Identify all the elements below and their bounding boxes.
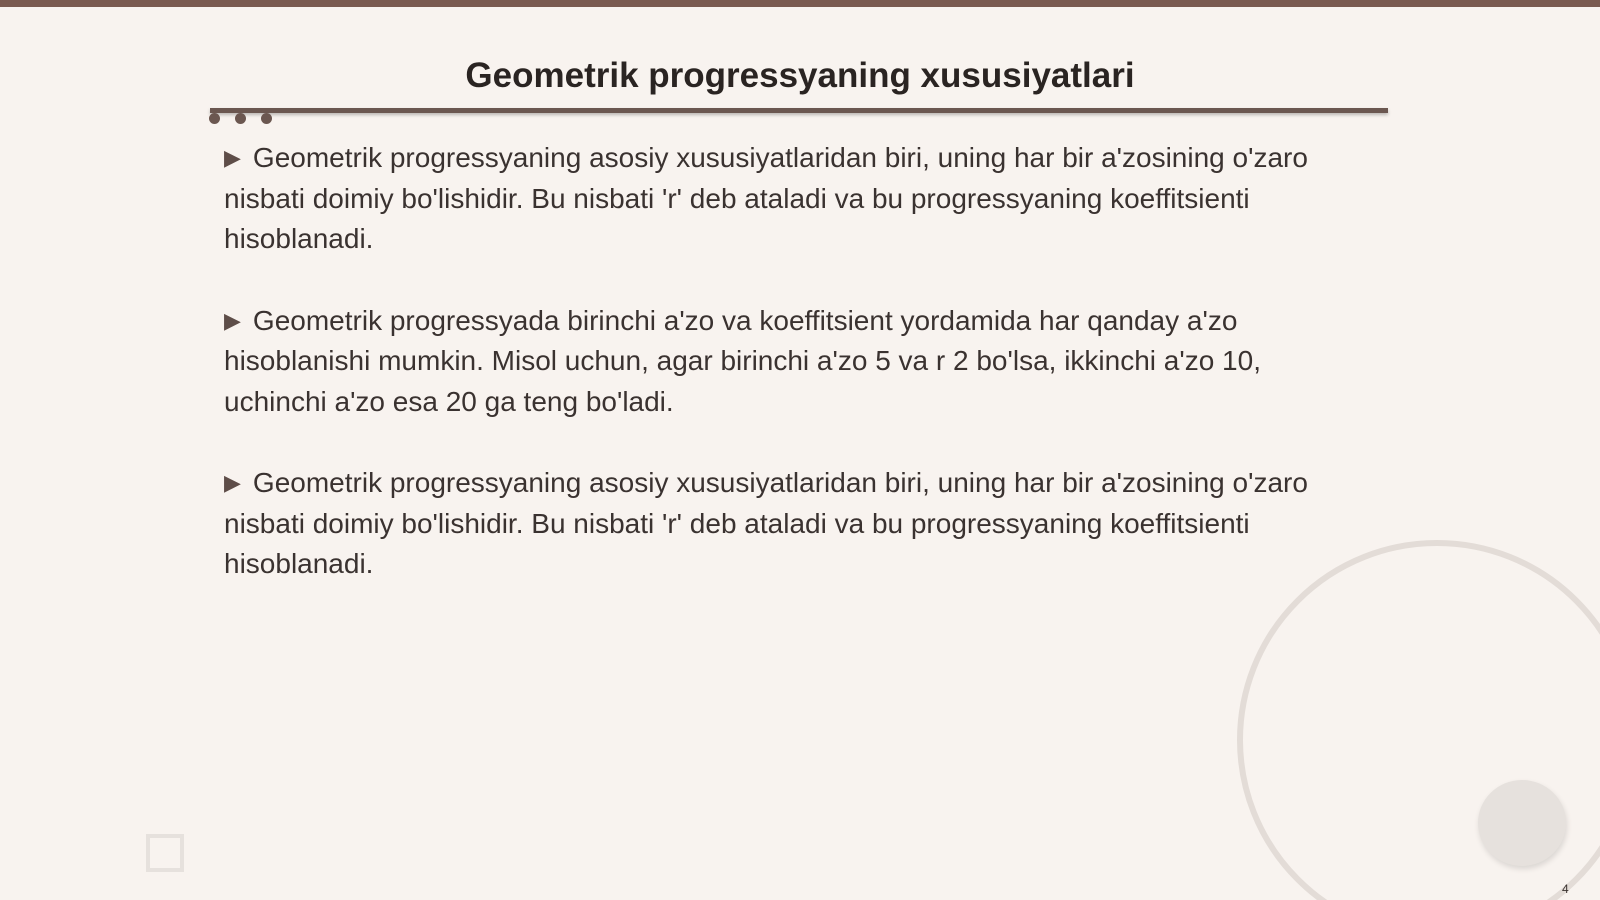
bullet-arrow-icon: ▶ bbox=[224, 470, 241, 495]
bullet-text: Geometrik progressyada birinchi a'zo va koeffitsient yordamida har qanday a'zo hisoblanishi mumkin. Misol uchun, agar birinchi a'zo 5 va r 2 bo'lsa, ikkinchi a'zo 10, uchinchi a'zo esa 20 ga teng bo'ladi. bbox=[224, 304, 1261, 417]
bullet-text: Geometrik progressyaning asosiy xususiyatlaridan biri, uning har bir a'zosining o'zaro nisbati doimiy bo'lishidir. Bu nisbati 'r' deb ataladi va bu progressyaning koeffitsienti hisoblanadi. bbox=[224, 467, 1308, 579]
bullet-list bbox=[224, 138, 1364, 626]
decorative-dot bbox=[235, 113, 246, 124]
bullet-arrow-icon: ▶ bbox=[224, 307, 241, 333]
bullet-text: Geometrik progressyaning asosiy xususiyatlaridan biri, uning har bir a'zosining o'zaro nisbati doimiy bo'lishidir. Bu nisbati 'r' deb ataladi va bu progressyaning koeffitsienti hisoblanadi. bbox=[224, 142, 1308, 254]
decorative-dot bbox=[209, 113, 220, 124]
bullet-item bbox=[224, 301, 1364, 423]
decorative-dot bbox=[261, 113, 272, 124]
top-accent-bar bbox=[0, 0, 1600, 7]
decorative-circle bbox=[1478, 780, 1566, 866]
title-underline bbox=[210, 108, 1388, 113]
decorative-square bbox=[146, 834, 184, 872]
page-number: 4 bbox=[1562, 882, 1569, 896]
bullet-item bbox=[224, 463, 1364, 585]
bullet-item bbox=[224, 138, 1364, 260]
bullet-arrow-icon: ▶ bbox=[224, 145, 241, 170]
slide-title: Geometrik progressyaning xususiyatlari bbox=[465, 56, 1135, 95]
